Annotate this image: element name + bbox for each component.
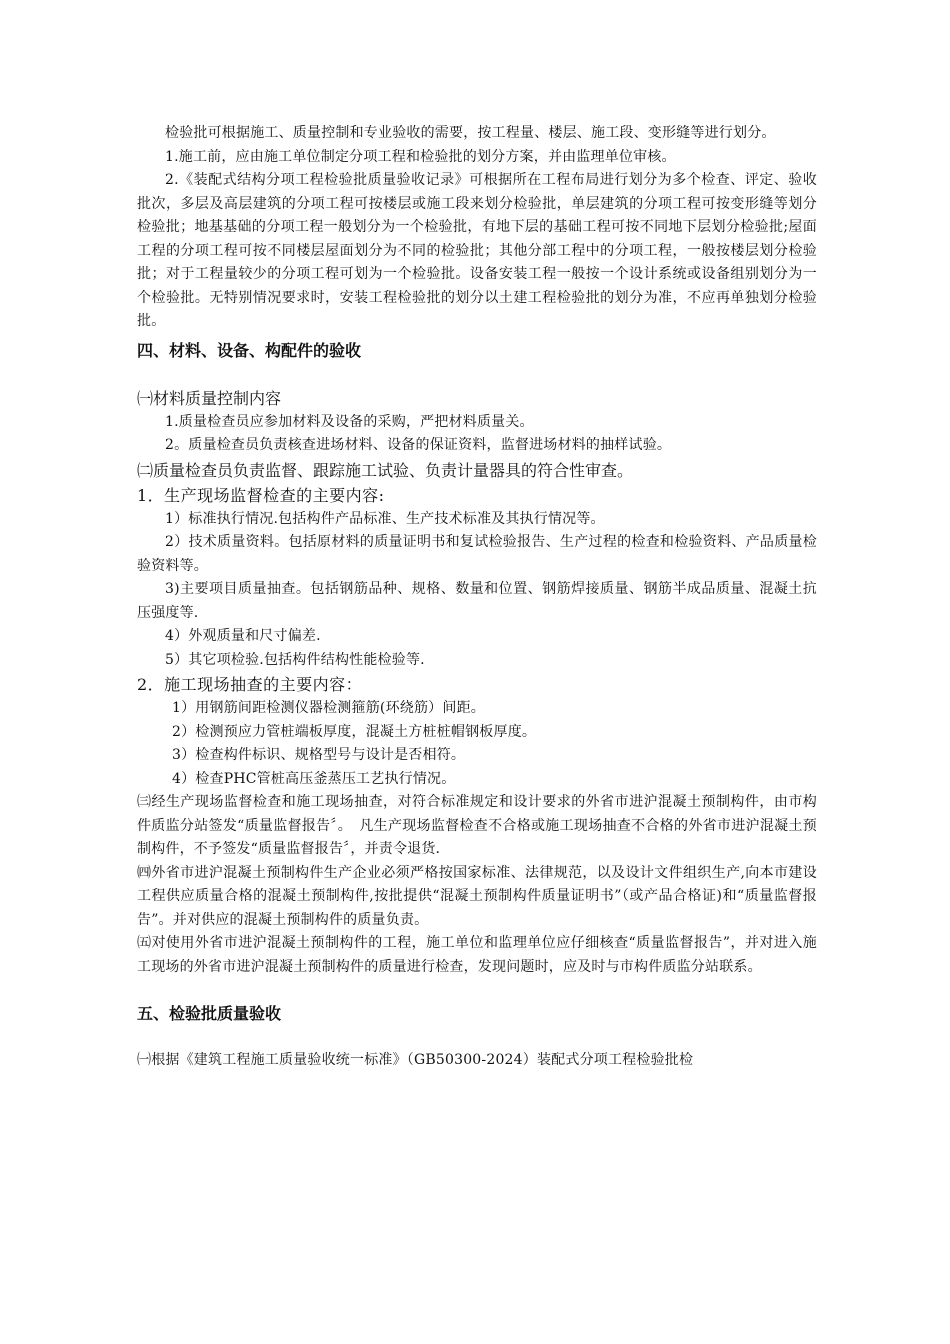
production-check-item-1: 1）标准执行情况.包括构件产品标准、生产技术标准及其执行情况等。 <box>165 510 605 527</box>
site-check-item-1: 1）用钢筋间距检测仪器检测箍筋(环绕筋）间距。 <box>172 700 485 716</box>
paragraph-item-1: 1.施工前，应由施工单位制定分项工程和检验批的划分方案，并由监理单位审核。 <box>165 148 676 165</box>
subsection-standard-basis: ㈠根据《建筑工程施工质量验收统一标准》（GB50300-2024）装配式分项工程检验批检 <box>137 1052 694 1068</box>
numbered-heading-site-check: 2．施工现场抽查的主要内容： <box>137 675 363 694</box>
section-heading-5: 五、检验批质量验收 <box>137 1004 282 1023</box>
site-check-item-2: 2）检测预应力管桩端板厚度，混凝土方桩桩帽钢板厚度。 <box>172 723 537 740</box>
subsection-manufacturer-duty: ㈣外省市进沪混凝土预制构件生产企业必须严格按国家标准、法律规范，以及设计文件组织生产,向本市建设工程供应质量合格的混凝土预制构件,按批提供“混凝土预制构件质量证明书”（或产品合格证)和“质量监督报告”。并对供应的混凝土预制构件的质量负责。 <box>137 864 817 928</box>
material-item-2: 2。质量检查员负责核查进场材料、设备的保证资料，监督进场材料的抽样试验。 <box>165 437 672 453</box>
subsection-material-quality: ㈠材料质量控制内容 <box>137 388 282 408</box>
subsection-quality-report: ㈢经生产现场监督检查和施工现场抽查，对符合标准规定和设计要求的外省市进沪混凝土预制构件，由市构件质监分站签发“质量监督报告〞。 凡生产现场监督检查不合格或施工现场抽查不合格的外省市进沪混凝土预制构件，不予签发“质量监督报告〞，并责令退货. <box>137 794 817 857</box>
paragraph-inspection-lot: 检验批可根据施工、质量控制和专业验收的需要，按工程量、楼层、施工段、变形缝等进行划分。 <box>165 125 776 141</box>
production-check-item-5: 5）其它项检验.包括构件结构性能检验等. <box>165 651 425 668</box>
paragraph-item-2: 2.《装配式结构分项工程检验批质量验收记录》可根据所在工程布局进行划分为多个检查、评定、验收批次，多层及高层建筑的分项工程可按楼层或施工段来划分检验批，单层建筑的分项工程可按变形缝等划分检验批；地基基础的分项工程一般划分为一个检验批，有地下层的基础工程可按不同地下层划分检验批;屋面工程的分项工程可按不同楼层屋面划分为不同的检验批；其他分部工程中的分项工程，一般按楼层划分检验批；对于工程量较少的分项工程可划为一个检验批。设备安装工程一般按一个设计系统或设备组别划分为一个检验批。无特别情况要求时，安装工程检验批的划分以土建工程检验批的划分为准，不应再单独划分检验批。 <box>137 172 817 329</box>
site-check-item-4: 4）检查PHC管桩高压釜蒸压工艺执行情况。 <box>172 770 456 787</box>
production-check-item-2: 2）技术质量资料。包括原材料的质量证明书和复试检验报告、生产过程的检查和检验资料、产品质量检验资料等。 <box>137 534 817 574</box>
production-check-item-3: 3)主要项目质量抽查。包括钢筋品种、规格、数量和位置、钢筋焊接质量、钢筋半成品质量、混凝土抗压强度等. <box>137 581 817 621</box>
document-body <box>137 122 817 1073</box>
numbered-heading-production-check: 1．生产现场监督检查的主要内容: <box>137 485 385 505</box>
site-check-item-3: 3）检查构件标识、规格型号与设计是否相符。 <box>172 747 466 763</box>
section-heading-4: 四、材料、设备、构配件的验收 <box>137 340 362 360</box>
subsection-inspector-duty: ㈡质量检查员负责监督、跟踪施工试验、负责计量器具的符合性审查。 <box>137 460 634 480</box>
subsection-site-verification: ㈤对使用外省市进沪混凝土预制构件的工程，施工单位和监理单位应仔细核查“质量监督报告”，并对进入施工现场的外省市进沪混凝土预制构件的质量进行检查，发现问题时，应及时与市构件质监分站联系。 <box>137 935 817 975</box>
production-check-item-4: 4）外观质量和尺寸偏差. <box>165 628 321 644</box>
material-item-1: 1.质量检查员应参加材料及设备的采购，严把材料质量关。 <box>165 413 534 430</box>
